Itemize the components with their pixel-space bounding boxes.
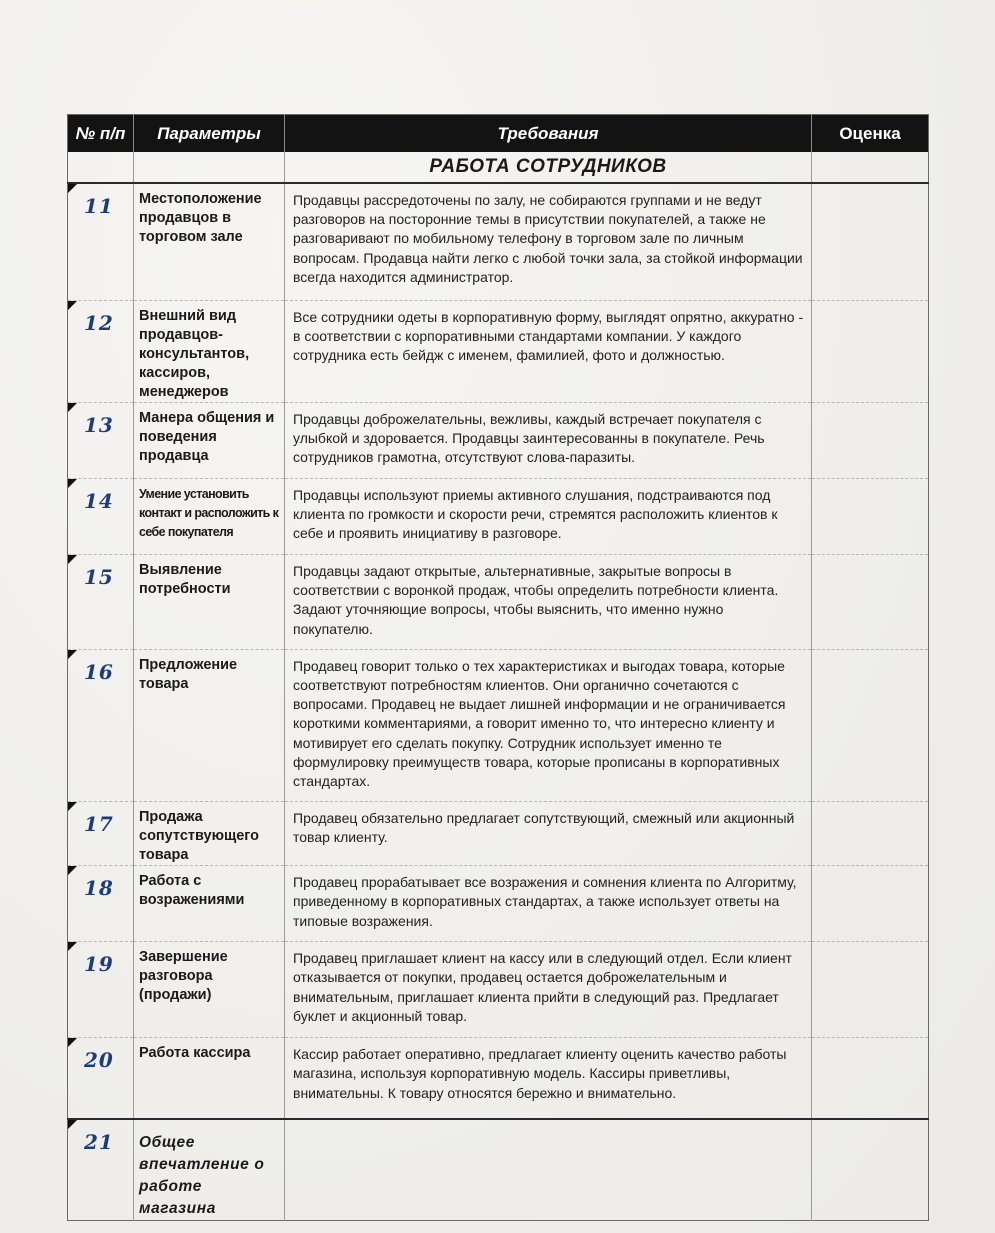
table-row <box>68 649 929 801</box>
section-row <box>68 152 929 183</box>
summary-requirement-cell[interactable] <box>285 1119 812 1221</box>
row-number: 14 <box>84 489 114 513</box>
header-row <box>68 115 929 153</box>
section-title: РАБОТА СОТРУДНИКОВ <box>285 152 812 183</box>
header-requirements: Требования <box>285 115 812 153</box>
row-requirement: Продавец прорабатывает все возражения и сомнения клиента по Алгоритму, приведенному в корпоративных стандартах, а также использует ответы на типовые возражения. <box>293 874 797 929</box>
corner-marker <box>68 184 77 193</box>
table-row <box>68 802 929 866</box>
table-row <box>68 403 929 479</box>
table-row <box>68 555 929 650</box>
row-requirement: Продавец обязательно предлагает сопутствующий, смежный или акционный товар клиенту. <box>293 810 795 846</box>
table-row <box>68 183 929 301</box>
row-requirement: Продавцы задают открытые, альтернативные, закрытые вопросы в соответствии с воронкой продаж, чтобы определить потребности клиента. Задают уточняющие вопросы, чтобы выяснить, что именно нужно покупателю. <box>293 563 779 637</box>
evaluation-cell[interactable] <box>812 183 929 301</box>
row-parameter: Выявление потребности <box>139 562 231 597</box>
row-parameter: Работа с возражениями <box>139 873 245 909</box>
table-row <box>68 479 929 555</box>
row-number: 11 <box>84 194 114 218</box>
row-number: 12 <box>84 311 114 335</box>
table-row <box>68 301 929 403</box>
row-parameter: Умение установить контакт и расположить к себе покупателя <box>139 487 279 539</box>
row-number: 17 <box>84 812 114 837</box>
corner-marker <box>68 1120 77 1129</box>
row-parameter: Местоположение продавцов в торговом зале <box>139 191 262 245</box>
row-number: 21 <box>84 1130 114 1155</box>
evaluation-cell[interactable] <box>812 649 929 801</box>
row-parameter: Манера общения и поведения продавца <box>139 410 275 464</box>
evaluation-cell[interactable] <box>812 802 929 866</box>
corner-marker <box>68 650 77 659</box>
row-parameter: Завершение разговора (продажи) <box>139 949 228 1004</box>
row-number: 16 <box>84 659 114 684</box>
header-num: № п/п <box>68 115 134 153</box>
summary-parameter: Общее впечатление о работе магазина <box>139 1134 265 1218</box>
evaluation-cell[interactable] <box>812 1119 929 1221</box>
evaluation-cell[interactable] <box>812 1038 929 1120</box>
row-requirement: Продавцы используют приемы активного слушания, подстраиваются под клиента по громкости и скорости речи, стремятся расположить клиентов к себе и проявить инициативу в разговоре. <box>293 487 778 542</box>
row-parameter: Работа кассира <box>139 1045 251 1062</box>
evaluation-cell[interactable] <box>812 403 929 479</box>
corner-marker <box>68 301 77 310</box>
corner-marker <box>68 1038 77 1047</box>
row-requirement: Продавцы рассредоточены по залу, не собираются группами и не ведут разговоров на посторонние темы в присутствии покупателей, а также не разговаривают по мобильному телефону в торговом зале по личным вопросам. Продавца найти легко с любой точки зала, за стойкой информации всегда находится администратор. <box>293 192 803 285</box>
corner-marker <box>68 555 77 564</box>
evaluation-cell[interactable] <box>812 942 929 1038</box>
corner-marker <box>68 802 77 811</box>
table-row <box>68 866 929 942</box>
row-requirement: Продавцы доброжелательны, вежливы, каждый встречает покупателя с улыбкой и здоровается. Продавцы заинтересованны в покупателе. Речь сотрудников грамотна, отсутствуют слова-паразиты. <box>293 411 765 466</box>
row-number: 18 <box>84 876 114 901</box>
row-number: 19 <box>84 952 114 977</box>
corner-marker <box>68 866 77 875</box>
row-requirement: Продавец говорит только о тех характеристиках и выгодах товара, которые соответствуют потребностям клиентов. Они органично сочетаются с вопросами. Продавец не выдает лишней информации и не ограничивается короткими комментариями, а говорит именно то, что интересно клиенту и мотивирует его сделать покупку. Сотрудник использует именно те формулировку преимуществ товара, которые прописаны в корпоративных стандартах. <box>293 657 786 790</box>
row-parameter: Внешний вид продавцов-консультантов, кассиров, менеджеров <box>139 308 250 400</box>
corner-marker <box>68 479 77 488</box>
row-requirement: Все сотрудники одеты в корпоративную форму, выглядят опрятно, аккуратно - в соответствии с корпоративными стандартами компании. У каждого сотрудника есть бейдж с именем, фамилией, фото и должностью. <box>293 309 804 364</box>
header-params: Параметры <box>134 115 285 153</box>
table-row <box>68 1038 929 1120</box>
corner-marker <box>68 403 77 412</box>
evaluation-cell[interactable] <box>812 301 929 403</box>
row-requirement: Кассир работает оперативно, предлагает клиенту оценить качество работы магазина, используя корпоративную модель. Кассиры приветливы, внимательны. К товару относятся бережно и внимательно. <box>293 1046 787 1101</box>
row-parameter: Продажа сопутствующего товара <box>139 809 260 864</box>
row-requirement: Продавец приглашает клиент на кассу или в следующий отдел. Если клиент отказывается от покупки, продавец остается доброжелательным и внимательным, приглашает клиента прийти в следующий раз. Предлагает буклет и акционный товар. <box>293 950 792 1024</box>
summary-row <box>68 1119 929 1221</box>
row-number: 15 <box>84 565 114 589</box>
evaluation-cell[interactable] <box>812 479 929 555</box>
staff-checklist-table <box>67 114 929 1221</box>
corner-marker <box>68 942 77 951</box>
evaluation-cell[interactable] <box>812 866 929 942</box>
row-parameter: Предложение товара <box>139 656 238 692</box>
evaluation-cell[interactable] <box>812 555 929 650</box>
row-number: 20 <box>84 1048 114 1073</box>
header-evaluation: Оценка <box>812 115 929 153</box>
table-row <box>68 942 929 1038</box>
row-number: 13 <box>84 413 114 437</box>
